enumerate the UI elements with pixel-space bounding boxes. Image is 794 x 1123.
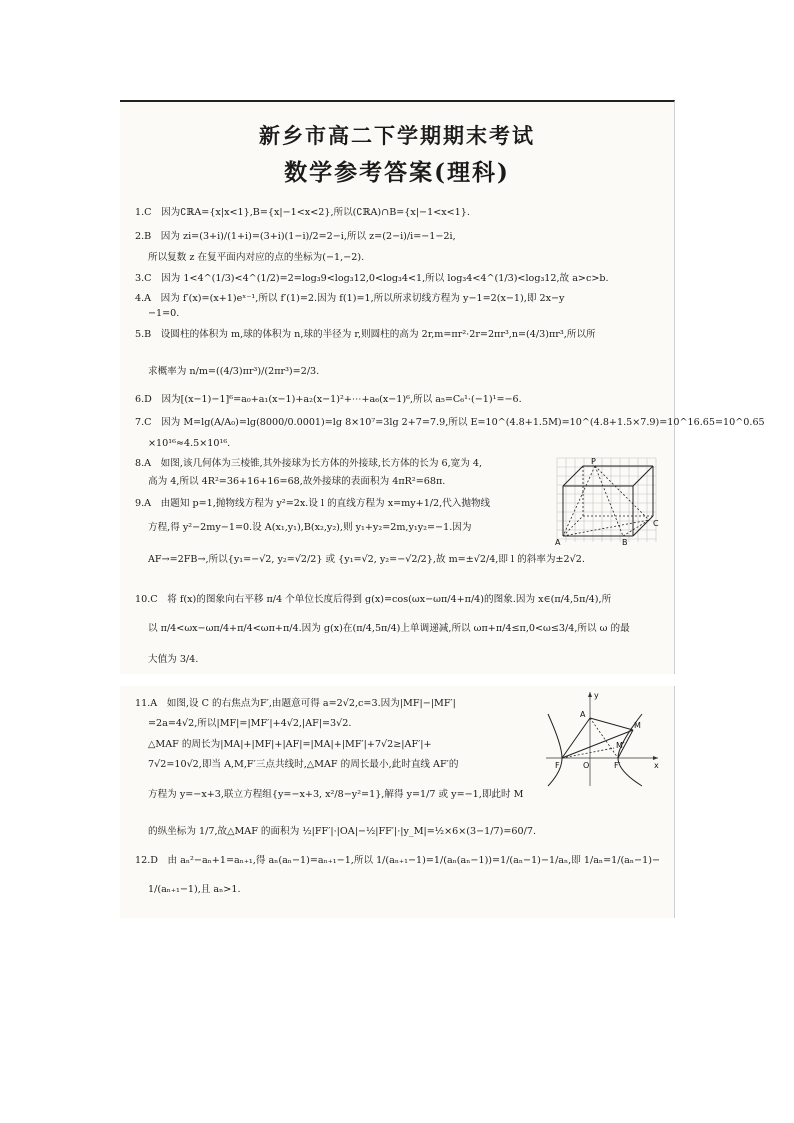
answer-1: 1.C 因为∁ℝA={x|x<1},B={x|−1<x<2},所以(∁ℝA)∩B={x|−1<x<1}. <box>135 207 470 218</box>
answer-3: 3.C 因为 1<4^(1/3)<4^(1/2)=2=log₃9<log₃12,0<log₃4<1,所以 log₃4<4^(1/3)<log₃12,故 a>c>b. <box>135 273 609 284</box>
answer-2-line-2: 所以复数 z 在复平面内对应的点的坐标为(−1,−2). <box>148 252 365 263</box>
hyperbola-label-o: O <box>583 761 590 770</box>
answer-9-line-1: 9.A 由题知 p=1,抛物线方程为 y²=2x.设 l 的直线方程为 x=my+1/2,代入抛物线 <box>135 498 491 509</box>
answer-10-line-3: 大值为 3/4. <box>148 654 199 665</box>
answer-12-line-2: 1/(aₙ₊₁−1),且 aₙ>1. <box>148 884 241 895</box>
figure-label-a: A <box>555 538 561 546</box>
hyperbola-label-m-prime: M′ <box>616 741 625 750</box>
answer-sheet-top <box>120 100 765 674</box>
page-title: 新乡市高二下学期期末考试 <box>259 123 535 148</box>
answer-5-line-1: 5.B 设圆柱的体积为 m,球的体积为 n,球的半径为 r,则圆柱的高为 2r,m=πr²·2r=2πr³,n=(4/3)πr³,所以所 <box>135 329 596 340</box>
answer-5-line-2: 求概率为 n/m=((4/3)πr³)/(2πr³)=2/3. <box>148 366 320 377</box>
answer-11-line-6: 的纵坐标为 1/7,故△MAF 的面积为 ½|FF′|·|OA|−½|FF′|·|y_M|=½×6×(3−1/7)=60/7. <box>148 826 536 837</box>
hyperbola-label-f-prime: F′ <box>614 761 621 770</box>
cube-tetrahedron-figure <box>553 454 665 546</box>
answer-2-line-1: 2.B 因为 zi=(3+i)/(1+i)=(3+i)(1−i)/2=2−i,所以 z=(2−i)/i=−1−2i, <box>135 231 456 242</box>
page-subtitle: 数学参考答案(理科) <box>284 159 510 186</box>
answer-11-line-2: =2a=4√2,所以|MF|=|MF′|+4√2,|AF|=3√2. <box>148 718 352 729</box>
answer-6: 6.D 因为[(x−1)−1]⁶=a₀+a₁(x−1)+a₂(x−1)²+⋯+a₆(x−1)⁶,所以 a₅=C₆¹·(−1)¹=−6. <box>135 394 522 405</box>
figure-label-c: C <box>653 519 659 528</box>
hyperbola-figure <box>544 690 662 790</box>
answer-10-line-2: 以 π/4<ωx−ωπ/4+π/4<ωπ+π/4.因为 g(x)在(π/4,5π/4)上单调递减,所以 ωπ+π/4≤π,0<ω≤3/4,所以 ω 的最 <box>148 623 630 634</box>
answer-10-line-1: 10.C 将 f(x)的图象向右平移 π/4 个单位长度后得到 g(x)=cos(ωx−ωπ/4+π/4)的图象.因为 x∈(π/4,5π/4),所 <box>135 594 612 605</box>
answer-8-line-1: 8.A 如图,该几何体为三棱锥,其外接球为长方体的外接球,长方体的长为 6,宽为 4, <box>135 458 483 469</box>
answer-11-line-4: 7√2=10√2,即当 A,M,F′三点共线时,△MAF 的周长最小,此时直线 AF′的 <box>148 759 459 770</box>
hyperbola-label-m: M <box>634 721 641 730</box>
answer-7-line-2: ×10¹⁶≈4.5×10¹⁶. <box>148 438 231 449</box>
answer-4-line-1: 4.A 因为 f′(x)=(x+1)eˣ⁻¹,所以 f′(1)=2.因为 f(1)=1,所以所求切线方程为 y−1=2(x−1),即 2x−y <box>135 293 565 304</box>
hyperbola-label-y: y <box>594 691 599 700</box>
figure-label-p: P <box>591 457 596 466</box>
answer-9-line-3: AF→=2FB→,所以{y₁=−√2, y₂=√2/2} 或 {y₁=√2, y₂=−√2/2},故 m=±√2/4,即 l 的斜率为±2√2. <box>148 554 585 565</box>
answer-8-line-2: 高为 4,所以 4R²=36+16+16=68,故外接球的表面积为 4πR²=68π. <box>148 476 446 487</box>
answer-7-line-1: 7.C 因为 M=lg(A/A₀)=lg(8000/0.0001)=lg 8×10⁷=3lg 2+7=7.9,所以 E=10^(4.8+1.5M)=10^(4.8+1.5×7.9)=10^16.65=10^0.65 <box>135 417 765 428</box>
answer-12-line-1: 12.D 由 aₙ²−aₙ+1=aₙ₊₁,得 aₙ(aₙ−1)=aₙ₊₁−1,所以 1/(aₙ₊₁−1)=1/(aₙ(aₙ−1))=1/(aₙ−1)−1/aₙ,即 1/aₙ=1/(aₙ−1)− <box>135 855 660 866</box>
figure-label-b: B <box>622 538 628 546</box>
answer-11-line-3: △MAF 的周长为|MA|+|MF|+|AF|=|MA|+|MF′|+7√2≥|AF′|+ <box>148 739 432 750</box>
answer-4-line-2: −1=0. <box>148 308 180 319</box>
answer-11-line-1: 11.A 如图,设 C 的右焦点为F′,由题意可得 a=2√2,c=3.因为|MF|−|MF′| <box>135 698 456 709</box>
hyperbola-label-f: F <box>555 761 560 770</box>
hyperbola-label-a: A <box>580 710 586 719</box>
answer-11-line-5: 方程为 y=−x+3,联立方程组{y=−x+3, x²/8−y²=1},解得 y=1/7 或 y=−1,即此时 M <box>148 789 524 800</box>
answer-sheet-bottom <box>120 686 675 918</box>
hyperbola-label-x: x <box>654 761 659 770</box>
answer-9-line-2: 方程,得 y²−2my−1=0.设 A(x₁,y₁),B(x₂,y₂),则 y₁+y₂=2m,y₁y₂=−1.因为 <box>148 522 472 533</box>
